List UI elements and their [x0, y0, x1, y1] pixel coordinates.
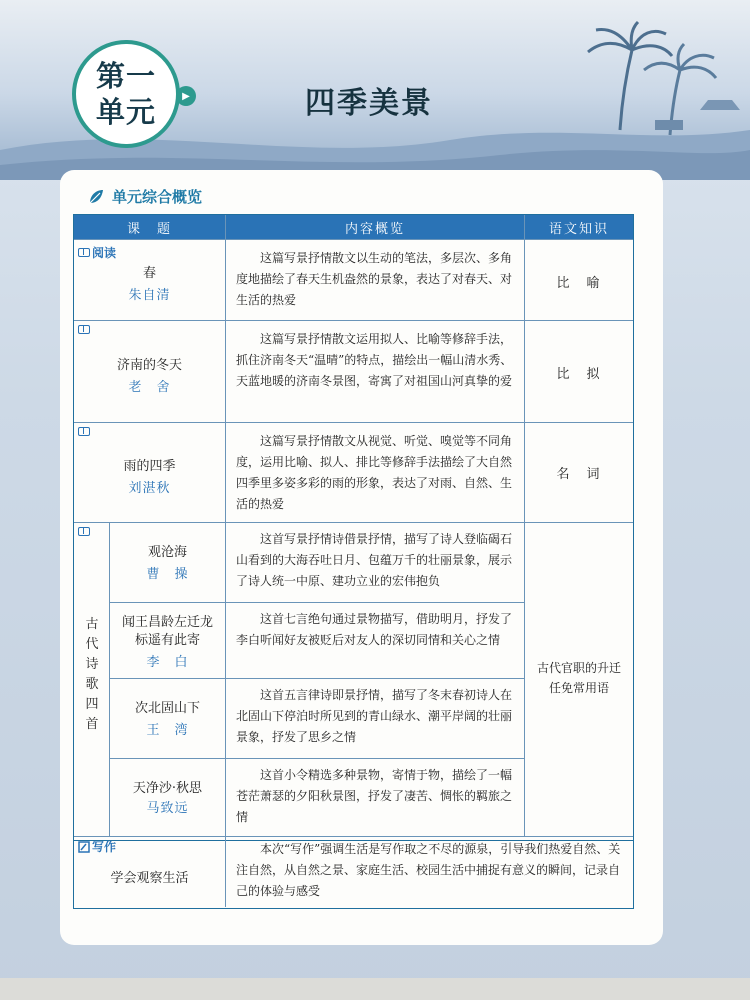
- table-row: [74, 833, 226, 907]
- unit-header: [0, 0, 750, 170]
- poem-author: 王 湾: [146, 723, 189, 738]
- lesson-title: 春: [142, 266, 156, 281]
- lesson-author: 刘湛秋: [128, 481, 171, 496]
- reading-tag: [78, 527, 90, 536]
- book-icon: [78, 427, 90, 436]
- writing-row: [73, 833, 634, 909]
- overview-heading: [86, 186, 202, 207]
- lesson-summary: 这篇写景抒情散文以生动的笔法，多层次、多角度地描绘了春天生机盎然的景象，表达了对春天、对生活的热爱: [236, 251, 513, 307]
- column-header-topic: 课 题: [74, 215, 226, 240]
- poem-title-line1: 闻王昌龄左迁龙: [121, 615, 213, 630]
- summary-cell: [226, 679, 525, 759]
- summary-cell: [226, 759, 525, 837]
- summary-cell: [226, 833, 633, 907]
- poem-summary: 这首五言律诗即景抒情，描写了冬末春初诗人在北固山下停泊时所见到的青山绿水、潮平岸阔的壮丽景象，抒发了思乡之情: [236, 688, 513, 744]
- lesson-author: 朱自清: [128, 288, 171, 303]
- table-row: [74, 423, 226, 523]
- reading-tag: [78, 244, 116, 261]
- summary-cell: [226, 603, 525, 679]
- unit-title: 四季美景: [305, 86, 433, 121]
- writing-title: 学会观察生活: [110, 871, 189, 886]
- lesson-title: 雨的四季: [123, 459, 176, 474]
- play-arrow-icon: ▶: [176, 86, 196, 106]
- unit-number-badge: [72, 40, 180, 148]
- knowledge-cell: [525, 523, 633, 837]
- column-header-knowledge: 语文知识: [525, 215, 633, 240]
- table-row: [110, 759, 226, 837]
- poem-summary: 这首写景抒情诗借景抒情，描写了诗人登临碣石山看到的大海吞吐日月、包蕴万千的壮丽景象，展示了诗人统一中原、建功立业的宏伟抱负: [236, 532, 513, 588]
- knowledge-point-line1: 古代官职的升迁: [536, 661, 621, 675]
- lesson-title: 济南的冬天: [116, 358, 182, 373]
- knowledge-cell: [525, 321, 633, 423]
- poem-author: 李 白: [146, 655, 189, 670]
- unit-label-line2: 单元: [95, 95, 156, 129]
- poem-author: 马致远: [146, 801, 189, 816]
- table-row: [110, 679, 226, 759]
- page-footer-strip: [0, 978, 750, 1000]
- writing-tag-label: 写作: [92, 840, 117, 854]
- writing-tag: [78, 838, 116, 855]
- leaf-swirl-icon: [86, 187, 106, 207]
- knowledge-point: 比 拟: [556, 367, 602, 382]
- poem-summary: 这首小令精选多种景物，寄情于物，描绘了一幅苍茫萧瑟的夕阳秋景图，抒发了凄苦、惆怅的羁旅之情: [236, 768, 513, 824]
- column-header-summary: 内容概览: [226, 215, 525, 240]
- table-row: [74, 240, 226, 321]
- knowledge-point: 比 喻: [556, 276, 602, 291]
- poem-title: 观沧海: [147, 545, 187, 560]
- knowledge-cell: [525, 423, 633, 523]
- lesson-author: 老 舍: [128, 380, 171, 395]
- summary-cell: [226, 240, 525, 321]
- overview-table: [73, 214, 634, 841]
- reading-tag: [78, 427, 90, 436]
- knowledge-cell: [525, 240, 633, 321]
- poem-summary: 这首七言绝句通过景物描写，借助明月，抒发了李白听闻好友被贬后对友人的深切同情和关心之情: [236, 612, 513, 647]
- lesson-summary: 这篇写景抒情散文运用拟人、比喻等修辞手法，抓住济南冬天“温晴”的特点，描绘出一幅山清水秀、天蓝地暖的济南冬景图，寄寓了对祖国山河真挚的爱: [236, 332, 513, 388]
- reading-tag: [78, 325, 90, 334]
- poem-title-line2: 标遥有此寄: [134, 633, 200, 648]
- knowledge-point-line2: 任免常用语: [548, 681, 609, 695]
- overview-title: 单元综合概览: [112, 188, 203, 206]
- pencil-icon: [78, 841, 90, 853]
- poem-title: 天净沙·秋思: [132, 781, 203, 796]
- summary-cell: [226, 523, 525, 603]
- lesson-summary: 这篇写景抒情散文从视觉、听觉、嗅觉等不同角度，运用比喻、拟人、排比等修辞手法描绘了大自然四季里多姿多彩的雨的形象，表达了对雨、自然、生活的热爱: [236, 434, 513, 511]
- book-icon: [78, 325, 90, 334]
- knowledge-point: 名 词: [556, 467, 602, 482]
- writing-summary: 本次“写作”强调生活是写作取之不尽的源泉，引导我们热爱自然、关注自然，从自然之景、家庭生活、校园生活中捕捉有意义的瞬间，记录自己的体验与感受: [236, 842, 621, 898]
- summary-cell: [226, 321, 525, 423]
- table-row: [110, 603, 226, 679]
- poem-group-label-cell: [74, 523, 110, 837]
- table-row: [110, 523, 226, 603]
- palm-tree-illustration: [560, 20, 750, 140]
- poem-title: 次北固山下: [134, 701, 200, 716]
- book-icon: [78, 248, 90, 257]
- summary-cell: [226, 423, 525, 523]
- poem-group-label: 古 代 诗 歌 四 首: [85, 617, 99, 732]
- poem-author: 曹 操: [146, 567, 189, 582]
- book-icon: [78, 527, 90, 536]
- reading-tag-label: 阅读: [92, 246, 117, 260]
- unit-label-line1: 第一: [95, 59, 156, 93]
- table-row: [74, 321, 226, 423]
